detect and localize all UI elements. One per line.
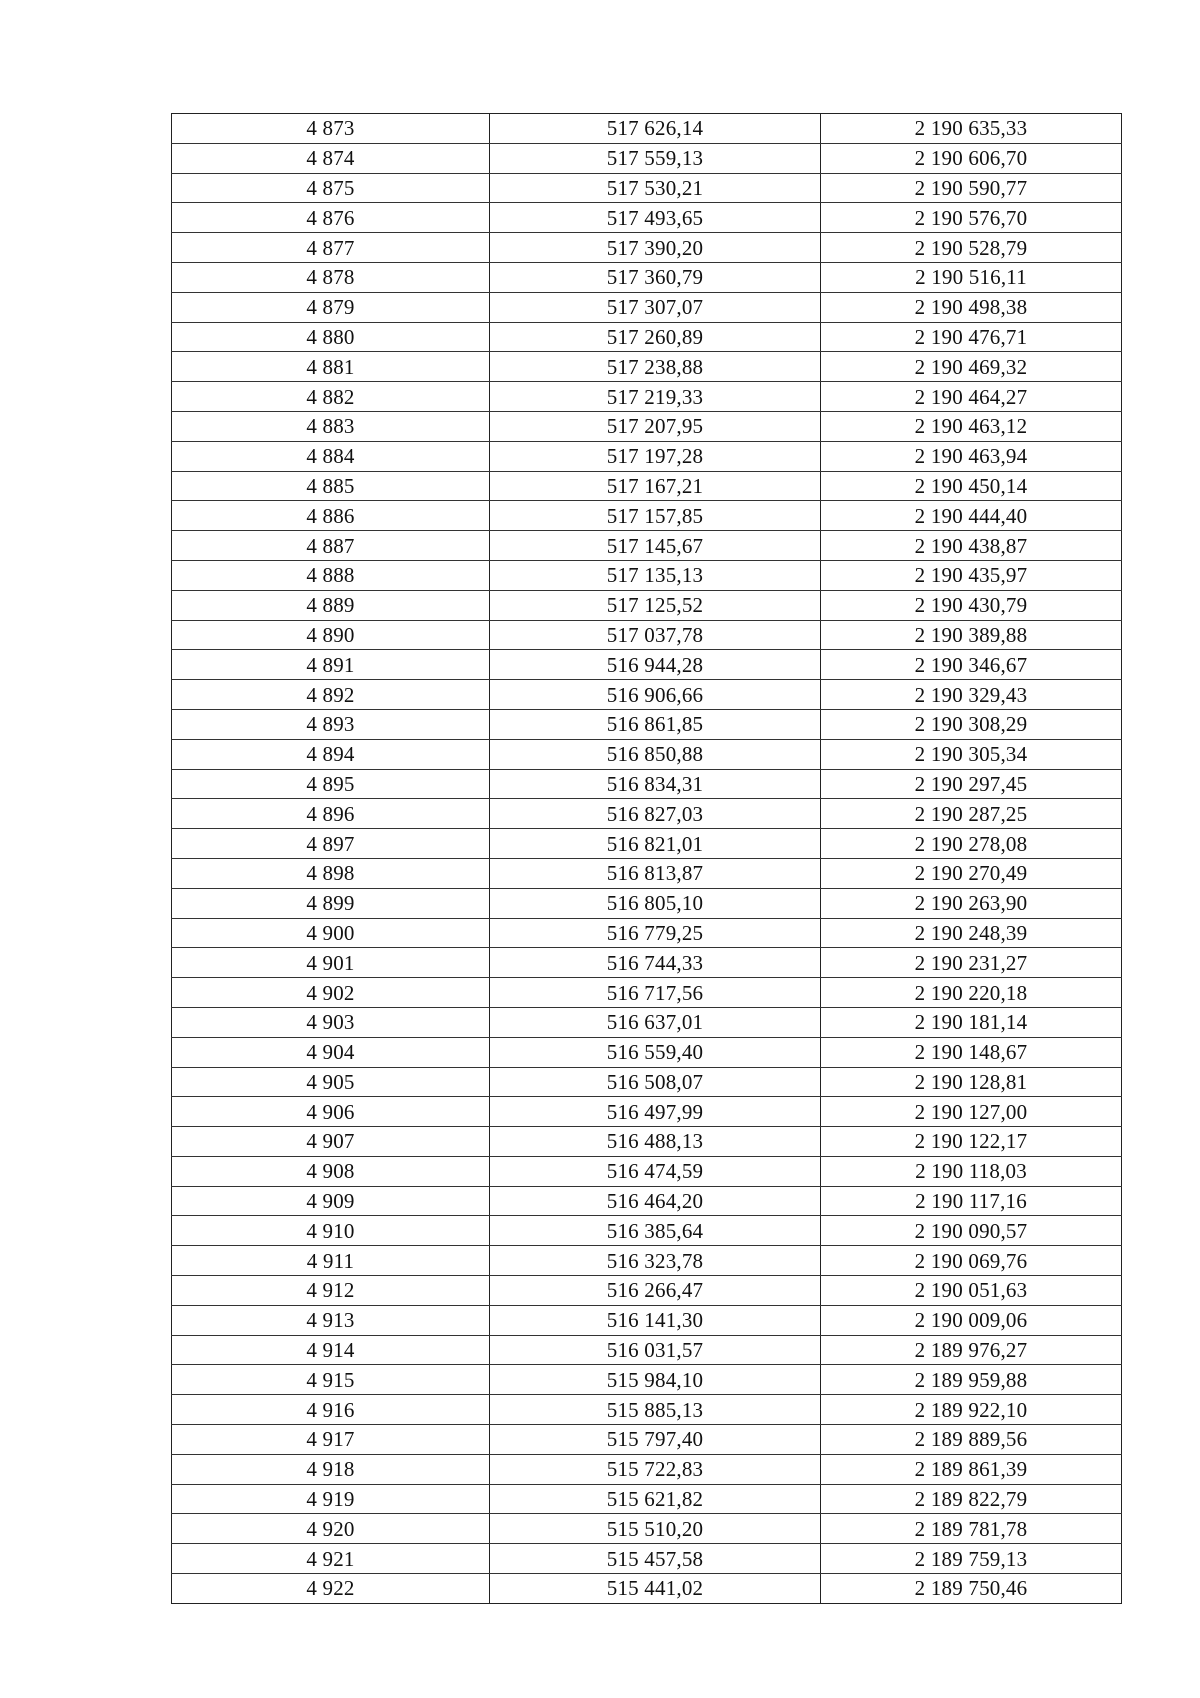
point-number-cell: 4 915 — [172, 1365, 490, 1395]
table-row — [172, 1037, 1122, 1067]
table-row — [172, 680, 1122, 710]
x-coordinate-cell: 517 219,33 — [490, 382, 821, 412]
point-number-cell: 4 918 — [172, 1454, 490, 1484]
x-coordinate-cell: 516 559,40 — [490, 1037, 821, 1067]
table-row — [172, 1514, 1122, 1544]
x-coordinate-cell: 517 559,13 — [490, 143, 821, 173]
point-number-cell: 4 899 — [172, 888, 490, 918]
x-coordinate-cell: 516 497,99 — [490, 1097, 821, 1127]
table-row — [172, 501, 1122, 531]
table-row — [172, 1574, 1122, 1604]
x-coordinate-cell: 516 385,64 — [490, 1216, 821, 1246]
x-coordinate-cell: 516 637,01 — [490, 1007, 821, 1037]
y-coordinate-cell: 2 190 270,49 — [821, 858, 1122, 888]
y-coordinate-cell: 2 190 389,88 — [821, 620, 1122, 650]
y-coordinate-cell: 2 190 278,08 — [821, 829, 1122, 859]
point-number-cell: 4 892 — [172, 680, 490, 710]
table-row — [172, 948, 1122, 978]
table-row — [172, 1216, 1122, 1246]
x-coordinate-cell: 516 744,33 — [490, 948, 821, 978]
y-coordinate-cell: 2 190 248,39 — [821, 918, 1122, 948]
table-row — [172, 471, 1122, 501]
point-number-cell: 4 893 — [172, 709, 490, 739]
table-row — [172, 1156, 1122, 1186]
y-coordinate-cell: 2 190 181,14 — [821, 1007, 1122, 1037]
table-row — [172, 918, 1122, 948]
point-number-cell: 4 886 — [172, 501, 490, 531]
point-number-cell: 4 901 — [172, 948, 490, 978]
table-row — [172, 114, 1122, 144]
y-coordinate-cell: 2 190 329,43 — [821, 680, 1122, 710]
x-coordinate-cell: 517 135,13 — [490, 560, 821, 590]
y-coordinate-cell: 2 189 889,56 — [821, 1425, 1122, 1455]
x-coordinate-cell: 517 037,78 — [490, 620, 821, 650]
table-row — [172, 411, 1122, 441]
y-coordinate-cell: 2 190 148,67 — [821, 1037, 1122, 1067]
x-coordinate-cell: 517 238,88 — [490, 352, 821, 382]
table-row — [172, 262, 1122, 292]
x-coordinate-cell: 515 722,83 — [490, 1454, 821, 1484]
y-coordinate-cell: 2 190 051,63 — [821, 1276, 1122, 1306]
y-coordinate-cell: 2 190 450,14 — [821, 471, 1122, 501]
table-row — [172, 441, 1122, 471]
y-coordinate-cell: 2 189 861,39 — [821, 1454, 1122, 1484]
table-row — [172, 978, 1122, 1008]
table-row — [172, 739, 1122, 769]
table-row — [172, 352, 1122, 382]
y-coordinate-cell: 2 190 463,94 — [821, 441, 1122, 471]
x-coordinate-cell: 517 626,14 — [490, 114, 821, 144]
y-coordinate-cell: 2 190 118,03 — [821, 1156, 1122, 1186]
x-coordinate-cell: 516 813,87 — [490, 858, 821, 888]
point-number-cell: 4 879 — [172, 292, 490, 322]
x-coordinate-cell: 515 984,10 — [490, 1365, 821, 1395]
x-coordinate-cell: 517 260,89 — [490, 322, 821, 352]
y-coordinate-cell: 2 189 959,88 — [821, 1365, 1122, 1395]
point-number-cell: 4 917 — [172, 1425, 490, 1455]
y-coordinate-cell: 2 190 464,27 — [821, 382, 1122, 412]
y-coordinate-cell: 2 190 576,70 — [821, 203, 1122, 233]
x-coordinate-cell: 516 474,59 — [490, 1156, 821, 1186]
x-coordinate-cell: 516 488,13 — [490, 1127, 821, 1157]
x-coordinate-cell: 516 508,07 — [490, 1067, 821, 1097]
point-number-cell: 4 912 — [172, 1276, 490, 1306]
point-number-cell: 4 885 — [172, 471, 490, 501]
y-coordinate-cell: 2 189 750,46 — [821, 1574, 1122, 1604]
table-row — [172, 322, 1122, 352]
x-coordinate-cell: 515 441,02 — [490, 1574, 821, 1604]
point-number-cell: 4 922 — [172, 1574, 490, 1604]
y-coordinate-cell: 2 190 231,27 — [821, 948, 1122, 978]
x-coordinate-cell: 517 145,67 — [490, 531, 821, 561]
x-coordinate-cell: 516 805,10 — [490, 888, 821, 918]
table-row — [172, 829, 1122, 859]
coordinates-table-body — [172, 114, 1122, 1604]
y-coordinate-cell: 2 190 346,67 — [821, 650, 1122, 680]
table-row — [172, 888, 1122, 918]
point-number-cell: 4 877 — [172, 233, 490, 263]
x-coordinate-cell: 515 510,20 — [490, 1514, 821, 1544]
table-row — [172, 858, 1122, 888]
table-row — [172, 203, 1122, 233]
point-number-cell: 4 898 — [172, 858, 490, 888]
point-number-cell: 4 908 — [172, 1156, 490, 1186]
x-coordinate-cell: 517 530,21 — [490, 173, 821, 203]
table-row — [172, 143, 1122, 173]
point-number-cell: 4 890 — [172, 620, 490, 650]
table-row — [172, 709, 1122, 739]
point-number-cell: 4 906 — [172, 1097, 490, 1127]
point-number-cell: 4 913 — [172, 1305, 490, 1335]
coordinates-table — [171, 113, 1122, 1604]
y-coordinate-cell: 2 190 287,25 — [821, 799, 1122, 829]
point-number-cell: 4 916 — [172, 1395, 490, 1425]
x-coordinate-cell: 516 141,30 — [490, 1305, 821, 1335]
x-coordinate-cell: 517 307,07 — [490, 292, 821, 322]
table-row — [172, 1276, 1122, 1306]
table-row — [172, 1305, 1122, 1335]
point-number-cell: 4 897 — [172, 829, 490, 859]
y-coordinate-cell: 2 190 297,45 — [821, 769, 1122, 799]
table-row — [172, 1067, 1122, 1097]
point-number-cell: 4 900 — [172, 918, 490, 948]
table-row — [172, 292, 1122, 322]
x-coordinate-cell: 517 493,65 — [490, 203, 821, 233]
x-coordinate-cell: 516 464,20 — [490, 1186, 821, 1216]
table-row — [172, 620, 1122, 650]
x-coordinate-cell: 516 827,03 — [490, 799, 821, 829]
point-number-cell: 4 905 — [172, 1067, 490, 1097]
table-row — [172, 531, 1122, 561]
y-coordinate-cell: 2 189 781,78 — [821, 1514, 1122, 1544]
x-coordinate-cell: 516 861,85 — [490, 709, 821, 739]
x-coordinate-cell: 515 797,40 — [490, 1425, 821, 1455]
x-coordinate-cell: 517 207,95 — [490, 411, 821, 441]
point-number-cell: 4 911 — [172, 1246, 490, 1276]
table-row — [172, 382, 1122, 412]
table-row — [172, 1544, 1122, 1574]
point-number-cell: 4 888 — [172, 560, 490, 590]
table-row — [172, 1007, 1122, 1037]
x-coordinate-cell: 516 834,31 — [490, 769, 821, 799]
table-row — [172, 1395, 1122, 1425]
table-row — [172, 650, 1122, 680]
x-coordinate-cell: 517 167,21 — [490, 471, 821, 501]
y-coordinate-cell: 2 190 476,71 — [821, 322, 1122, 352]
point-number-cell: 4 909 — [172, 1186, 490, 1216]
y-coordinate-cell: 2 190 430,79 — [821, 590, 1122, 620]
x-coordinate-cell: 517 125,52 — [490, 590, 821, 620]
y-coordinate-cell: 2 190 117,16 — [821, 1186, 1122, 1216]
x-coordinate-cell: 516 779,25 — [490, 918, 821, 948]
point-number-cell: 4 904 — [172, 1037, 490, 1067]
point-number-cell: 4 884 — [172, 441, 490, 471]
table-row — [172, 1127, 1122, 1157]
x-coordinate-cell: 516 717,56 — [490, 978, 821, 1008]
x-coordinate-cell: 516 323,78 — [490, 1246, 821, 1276]
y-coordinate-cell: 2 190 127,00 — [821, 1097, 1122, 1127]
point-number-cell: 4 919 — [172, 1484, 490, 1514]
x-coordinate-cell: 517 157,85 — [490, 501, 821, 531]
point-number-cell: 4 882 — [172, 382, 490, 412]
table-row — [172, 1454, 1122, 1484]
point-number-cell: 4 873 — [172, 114, 490, 144]
x-coordinate-cell: 515 885,13 — [490, 1395, 821, 1425]
y-coordinate-cell: 2 190 444,40 — [821, 501, 1122, 531]
y-coordinate-cell: 2 190 435,97 — [821, 560, 1122, 590]
y-coordinate-cell: 2 190 635,33 — [821, 114, 1122, 144]
y-coordinate-cell: 2 190 128,81 — [821, 1067, 1122, 1097]
point-number-cell: 4 874 — [172, 143, 490, 173]
table-row — [172, 173, 1122, 203]
point-number-cell: 4 875 — [172, 173, 490, 203]
table-row — [172, 799, 1122, 829]
x-coordinate-cell: 516 850,88 — [490, 739, 821, 769]
x-coordinate-cell: 517 197,28 — [490, 441, 821, 471]
point-number-cell: 4 902 — [172, 978, 490, 1008]
y-coordinate-cell: 2 189 922,10 — [821, 1395, 1122, 1425]
point-number-cell: 4 880 — [172, 322, 490, 352]
x-coordinate-cell: 517 390,20 — [490, 233, 821, 263]
point-number-cell: 4 895 — [172, 769, 490, 799]
table-row — [172, 1484, 1122, 1514]
point-number-cell: 4 894 — [172, 739, 490, 769]
table-row — [172, 560, 1122, 590]
point-number-cell: 4 907 — [172, 1127, 490, 1157]
point-number-cell: 4 883 — [172, 411, 490, 441]
x-coordinate-cell: 515 621,82 — [490, 1484, 821, 1514]
y-coordinate-cell: 2 190 305,34 — [821, 739, 1122, 769]
point-number-cell: 4 881 — [172, 352, 490, 382]
point-number-cell: 4 903 — [172, 1007, 490, 1037]
y-coordinate-cell: 2 190 463,12 — [821, 411, 1122, 441]
table-row — [172, 769, 1122, 799]
table-row — [172, 233, 1122, 263]
y-coordinate-cell: 2 190 122,17 — [821, 1127, 1122, 1157]
point-number-cell: 4 891 — [172, 650, 490, 680]
y-coordinate-cell: 2 190 308,29 — [821, 709, 1122, 739]
point-number-cell: 4 878 — [172, 262, 490, 292]
y-coordinate-cell: 2 190 069,76 — [821, 1246, 1122, 1276]
y-coordinate-cell: 2 190 469,32 — [821, 352, 1122, 382]
x-coordinate-cell: 515 457,58 — [490, 1544, 821, 1574]
y-coordinate-cell: 2 189 822,79 — [821, 1484, 1122, 1514]
point-number-cell: 4 914 — [172, 1335, 490, 1365]
table-row — [172, 1186, 1122, 1216]
table-row — [172, 1246, 1122, 1276]
x-coordinate-cell: 517 360,79 — [490, 262, 821, 292]
table-row — [172, 1425, 1122, 1455]
y-coordinate-cell: 2 190 220,18 — [821, 978, 1122, 1008]
point-number-cell: 4 910 — [172, 1216, 490, 1246]
y-coordinate-cell: 2 190 516,11 — [821, 262, 1122, 292]
point-number-cell: 4 876 — [172, 203, 490, 233]
table-row — [172, 1365, 1122, 1395]
y-coordinate-cell: 2 189 976,27 — [821, 1335, 1122, 1365]
point-number-cell: 4 920 — [172, 1514, 490, 1544]
y-coordinate-cell: 2 190 606,70 — [821, 143, 1122, 173]
y-coordinate-cell: 2 190 438,87 — [821, 531, 1122, 561]
y-coordinate-cell: 2 190 590,77 — [821, 173, 1122, 203]
y-coordinate-cell: 2 190 528,79 — [821, 233, 1122, 263]
y-coordinate-cell: 2 189 759,13 — [821, 1544, 1122, 1574]
point-number-cell: 4 889 — [172, 590, 490, 620]
x-coordinate-cell: 516 906,66 — [490, 680, 821, 710]
x-coordinate-cell: 516 821,01 — [490, 829, 821, 859]
point-number-cell: 4 921 — [172, 1544, 490, 1574]
table-row — [172, 1097, 1122, 1127]
x-coordinate-cell: 516 944,28 — [490, 650, 821, 680]
y-coordinate-cell: 2 190 009,06 — [821, 1305, 1122, 1335]
point-number-cell: 4 887 — [172, 531, 490, 561]
table-row — [172, 590, 1122, 620]
y-coordinate-cell: 2 190 498,38 — [821, 292, 1122, 322]
x-coordinate-cell: 516 031,57 — [490, 1335, 821, 1365]
x-coordinate-cell: 516 266,47 — [490, 1276, 821, 1306]
y-coordinate-cell: 2 190 263,90 — [821, 888, 1122, 918]
table-row — [172, 1335, 1122, 1365]
y-coordinate-cell: 2 190 090,57 — [821, 1216, 1122, 1246]
point-number-cell: 4 896 — [172, 799, 490, 829]
